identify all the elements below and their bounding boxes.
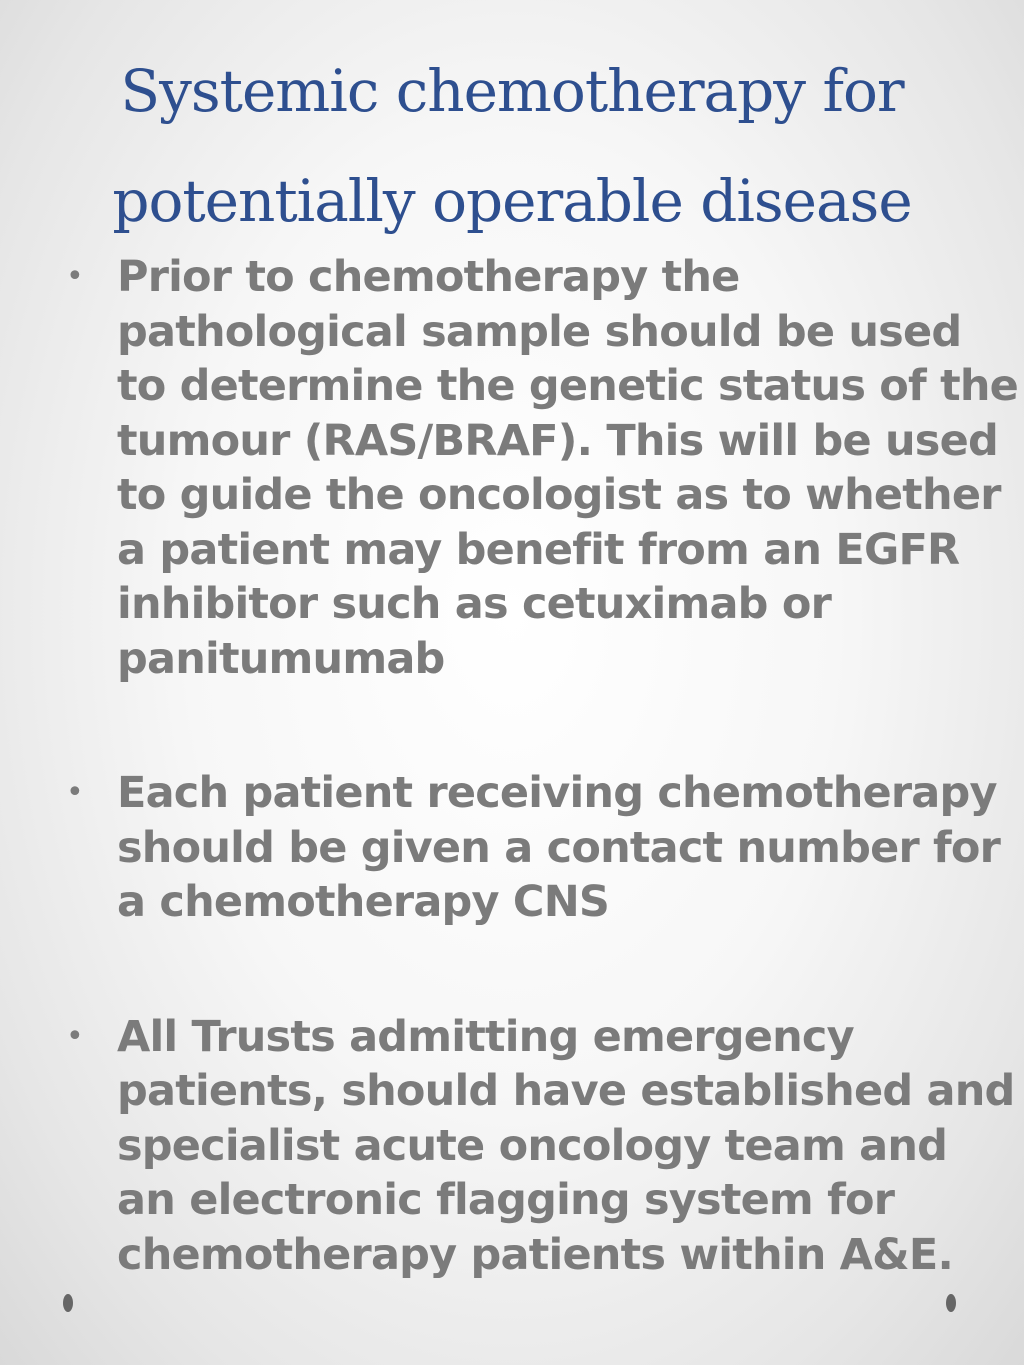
bullet-contact-number	[0, 766, 1024, 930]
decorative-dot-right	[946, 1294, 956, 1312]
title-line-2: potentially operable disease	[112, 167, 912, 235]
slide-title	[40, 36, 984, 256]
bullet-text-line: to determine the genetic status of the	[117, 361, 1019, 411]
bullet-text-line: a chemotherapy CNS	[117, 877, 610, 927]
bullet-text-line: a patient may benefit from an EGFR	[117, 524, 960, 575]
bullet-text-line: inhibitor such as cetuximab or	[117, 579, 831, 629]
bullet-text-line: panitumumab	[117, 633, 445, 684]
bullet-genetic-testing	[0, 250, 1024, 686]
bullet-text-line: an electronic flagging system for	[117, 1175, 895, 1225]
title-line-1: Systemic chemotherapy for	[120, 57, 904, 125]
bullet-text-line: All Trusts admitting emergency	[117, 1011, 854, 1062]
bullet-text-line: chemotherapy patients within A&E.	[117, 1229, 953, 1280]
bullet-text-line: Prior to chemotherapy the	[117, 252, 740, 302]
bullet-text-line: tumour (RAS/BRAF). This will be used	[117, 415, 998, 466]
bullet-text-line: should be given a contact number for	[117, 822, 1001, 873]
bullet-marker: •	[66, 259, 83, 294]
bullet-text-line: to guide the oncologist as to whether	[117, 470, 1001, 520]
bullet-list	[0, 250, 1024, 1282]
bullet-text-line: patients, should have established and	[117, 1066, 1015, 1116]
bullet-text-line: pathological sample should be used	[117, 306, 962, 357]
bullet-acute-oncology	[0, 1010, 1024, 1283]
bullet-marker: •	[66, 775, 83, 810]
bullet-marker: •	[66, 1018, 83, 1054]
decorative-dot-left	[63, 1294, 73, 1312]
bullet-text-line: specialist acute oncology team and	[117, 1120, 948, 1171]
bullet-text-line: Each patient receiving chemotherapy	[117, 768, 997, 818]
